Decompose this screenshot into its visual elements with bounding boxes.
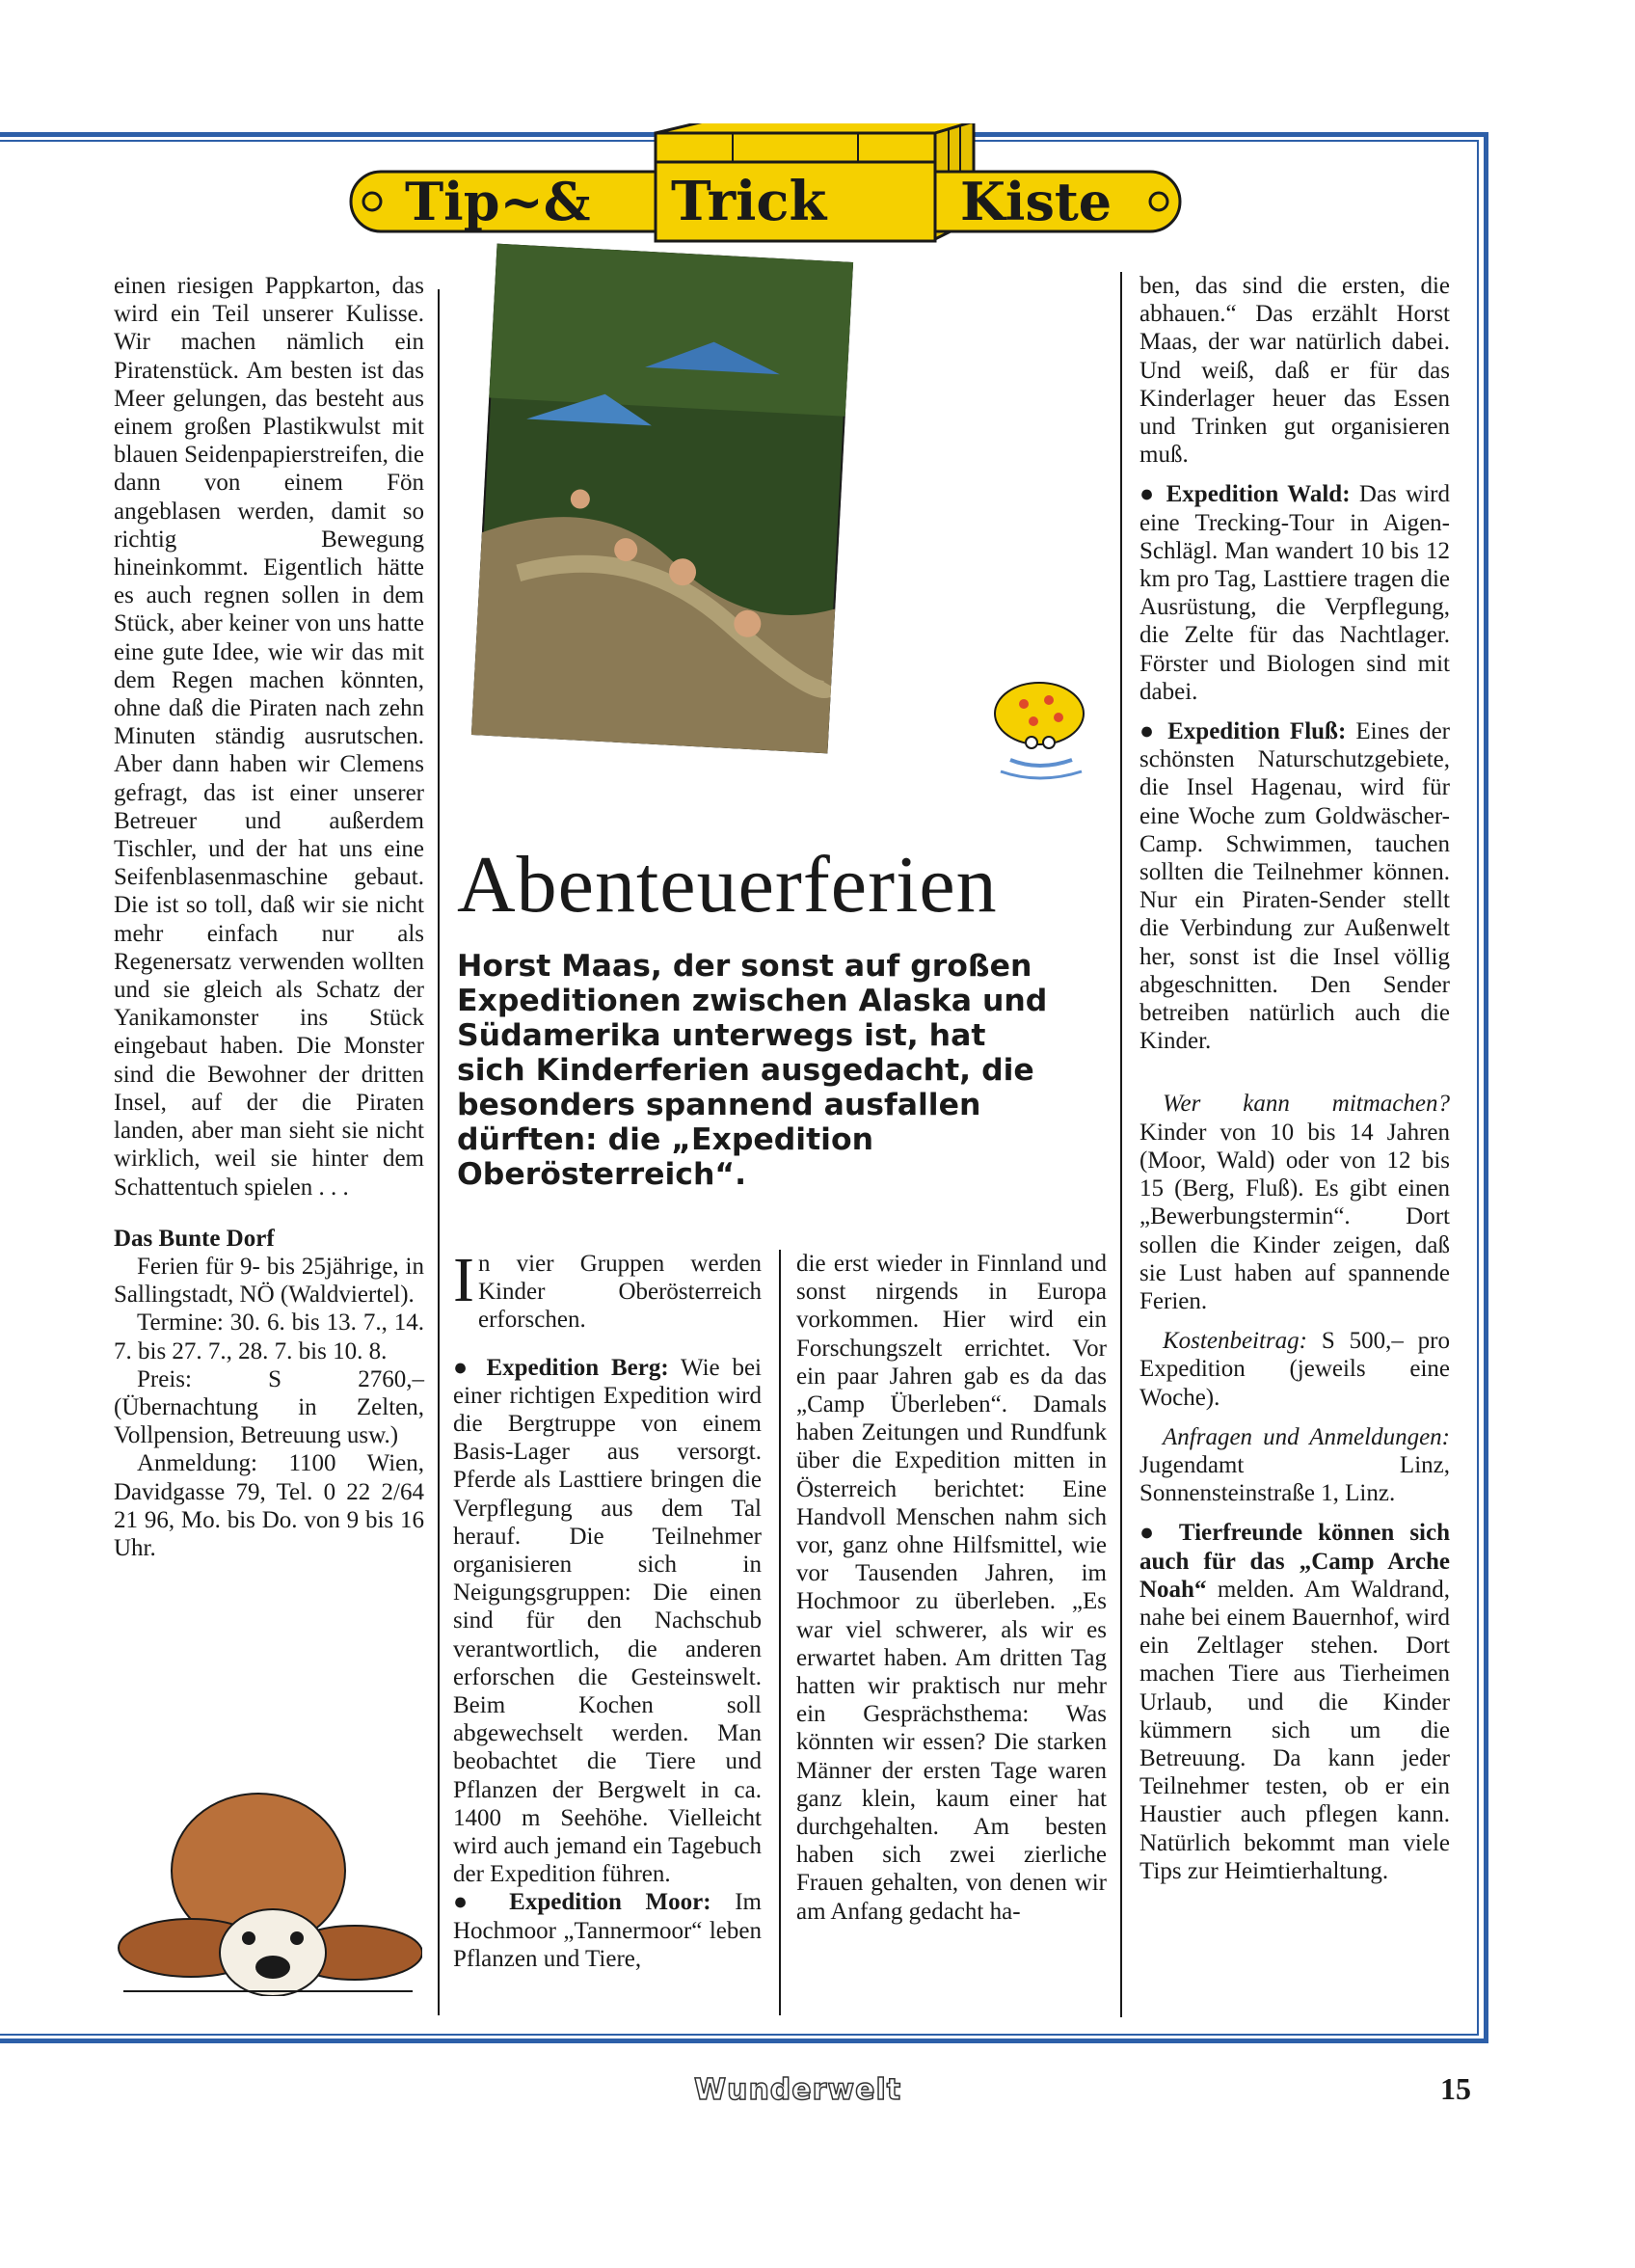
left-paragraph: einen riesigen Pappkarton, das wird ein Teil unserer Kulisse. Wir machen nämlich ein Piratenstück. Am besten ist das Meer gelungen, das besteht aus einem großen Plastikwulst mit blauen Seidenpapierstreifen, die dann von einem Fön angeblasen werden, damit so richtig Bewegung hineinkommt. Eigentlich hätte es auch regnen sollen in dem Stück, aber keiner von uns hatte eine gute Idee, wie wir das mit dem Regen machen könnten, ohne daß die Piraten nach zehn Minuten ständig ausrutschen. Aber dann haben wir Clemens gefragt, das ist einer unserer Betreuer und außerdem Tischler, und der hat uns eine Seifenblasenmaschine gebaut. Die ist so toll, daß wir sie nicht mehr einfach nur als Regenersatz verwenden wollten und sie gleich als Schatz der Yanikamonster ins Stück eingebaut haben. Die Monster sind die Bewohner der dritten Insel, auf der die Piraten landen, aber man sieht sie nicht wirklich, weil sie hinter dem Schattentuch spielen . . . xyxy=(114,273,424,1201)
bullet-icon: ● xyxy=(453,1354,487,1381)
right-paragraph-1: ben, das sind die ersten, die abhauen.“ Das erzählt Horst Maas, der war natürlich dabei. Und weiß, daß er für das Kinderlager heuer das Essen und Trinken gut organisieren muß. xyxy=(1139,273,1450,469)
divider-left xyxy=(438,289,440,2015)
center-column-2 xyxy=(796,1250,1107,1926)
right-column xyxy=(1139,272,1450,1885)
center-column-1 xyxy=(453,1245,763,1973)
fluss-label: Expedition Fluß: xyxy=(1167,718,1347,745)
divider-center xyxy=(779,1250,781,2015)
requests-label: Anfragen und Anmeldungen: xyxy=(1163,1423,1450,1450)
box-paragraph-4: Anmeldung: 1100 Wien, Davidgasse 79, Tel. 0 22 2/64 21 96, Mo. bis Do. von 9 bis 16 Uhr. xyxy=(114,1450,424,1561)
bullet-icon: ● xyxy=(1139,481,1166,508)
box-paragraph-1: Ferien für 9- bis 25jährige, in Sallingstadt, NÖ (Waldviertel). xyxy=(114,1253,424,1309)
tip-trick-kiste-banner xyxy=(347,123,1195,249)
bullet-icon: ● xyxy=(1139,1520,1179,1547)
header-word-kiste: Kiste xyxy=(960,171,1112,232)
col2-text: die erst wieder in Finnland und sonst nirgends in Europa vorkommen. Hier wird ein Forschungszelt errichtet. Vor ein paar Jahren gab es da das „Camp Überleben“. Damals haben Zeitungen und Rundfunk über die Expedition mitten in Österreich berichtet: Eine Handvoll Menschen nahm sich vor, ganz ohne Hilfsmittel, wie vor Tausenden Jahren, im Hochmoor zu überleben. „Es war viel schwerer, als wir es erwartet haben. Am dritten Tag hatten wir praktisch nur mehr ein Gesprächsthema: Was könnten wir essen? Die starken Männer der ersten Tage waren ganz klein, kaum einer hat durchgehalten. Am besten haben sich zwei zierliche Frauen gehalten, von denen wir am Anfang gedacht ha- xyxy=(796,1251,1107,1925)
who-text: Kinder von 10 bis 14 Jahren (Moor, Wald) oder von 12 bis 15 (Berg, Fluß). Es gibt einen „Bewerbungstermin“. Dort sollen die Kinder zeigen, daß sie Lust haben auf spannende Ferien. xyxy=(1139,1119,1450,1314)
berg-label: Expedition Berg: xyxy=(486,1354,669,1381)
cost-label: Kostenbeitrag: xyxy=(1163,1328,1307,1355)
divider-right xyxy=(1120,272,1122,2017)
wald-label: Expedition Wald: xyxy=(1166,481,1351,508)
box-title: Das Bunte Dorf xyxy=(114,1225,275,1252)
cost-text: S 500,– pro Expedition (jeweils eine Woche). xyxy=(1139,1328,1450,1411)
moor-text: Im Hochmoor „Tannermoor“ leben Pflanzen und Tiere, xyxy=(453,1889,763,1972)
page-number: 15 xyxy=(1440,2071,1471,2106)
intro-text: n vier Gruppen werden Kinder Oberösterreich erforschen. xyxy=(477,1251,762,1334)
drop-cap: I xyxy=(453,1245,474,1315)
requests-text: Jugendamt Linz, Sonnensteinstraße 1, Linz. xyxy=(1139,1451,1450,1507)
article-title: Abenteuerferien xyxy=(457,840,998,930)
box-paragraph-3: Preis: S 2760,– (Übernachtung in Zelten, Vollpension, Betreuung usw.) xyxy=(114,1365,424,1449)
header-word-trick: Trick xyxy=(671,170,827,233)
article-lead: Horst Maas, der sonst auf großen Expeditionen zwischen Alaska und Südamerika unterwegs ist, hat sich Kinderferien ausgedacht, die besonders spannend ausfallen dürften: die „Expedition Oberösterreich“. xyxy=(457,949,1048,1192)
pets-text: melden. Am Waldrand, nahe bei einem Bauernhof, wird ein Zeltlager stehen. Dort machen Tiere aus Tierheimen Urlaub, und die Kinder kümmern sich um die Betreuung. Da kann jeder Teilnehmer testen, ob er ein Haustier auch pflegen kann. Natürlich bekommt man viele Tips zur Heimtierhaltung. xyxy=(1139,1576,1450,1884)
who-label: Wer kann mitmachen? xyxy=(1163,1091,1450,1118)
bullet-icon: ● xyxy=(1139,718,1168,745)
hat-character-illustration xyxy=(981,675,1097,791)
box-paragraph-2: Termine: 30. 6. bis 13. 7., 14. 7. bis 27. 7., 28. 7. bis 10. 8. xyxy=(114,1310,424,1364)
fluss-text: Eines der schönsten Naturschutzgebiete, die Insel Hagenau, wird für eine Woche zum Goldwäscher-Camp. Schwimmen, tauchen sollten die Teilnehmer können. Nur ein Piraten-Sender stellt die Verbindung zur Außenwelt her, sonst ist die Insel völlig abgeschnitten. Den Sender betreiben natürlich auch die Kinder. xyxy=(1139,718,1450,1055)
moor-label: Expedition Moor: xyxy=(509,1889,711,1916)
pets-label: Tierfreunde können sich auch für das „Camp Arche Noah“ xyxy=(1139,1520,1450,1603)
left-column xyxy=(114,272,424,1562)
berg-text: Wie bei einer richtigen Expedition wird die Bergtruppe von einem Basis-Lager aus versorgt. Pferde als Lasttiere bringen die Verpflegung aus dem Tal herauf. Die Teilnehmer organisieren sich in Neigungsgruppen: Die einen sind für den Nachschub verantwortlich, die anderen erforschen die Gesteinswelt. Beim Kochen soll abgewechselt werden. Man beobachtet die Tiere und Pflanzen der Bergwelt in ca. 1400 m Seehöhe. Vielleicht wird auch jemand ein Tagebuch der Expedition führen. xyxy=(453,1354,762,1888)
magazine-logo: Wunderwelt xyxy=(694,2073,902,2107)
header-word-tip: Tip~& xyxy=(405,171,591,232)
bullet-icon: ● xyxy=(453,1889,510,1916)
wald-text: Das wird eine Trecking-Tour in Aigen-Schlägl. Man wandert 10 bis 12 km pro Tag, Lasttiere tragen die Ausrüstung, die Verpflegung, die Zelte für das Nachtlager. Förster und Biologen sind mit dabei. xyxy=(1139,481,1450,705)
expedition-photo xyxy=(471,244,853,754)
dog-illustration xyxy=(114,1765,422,1996)
